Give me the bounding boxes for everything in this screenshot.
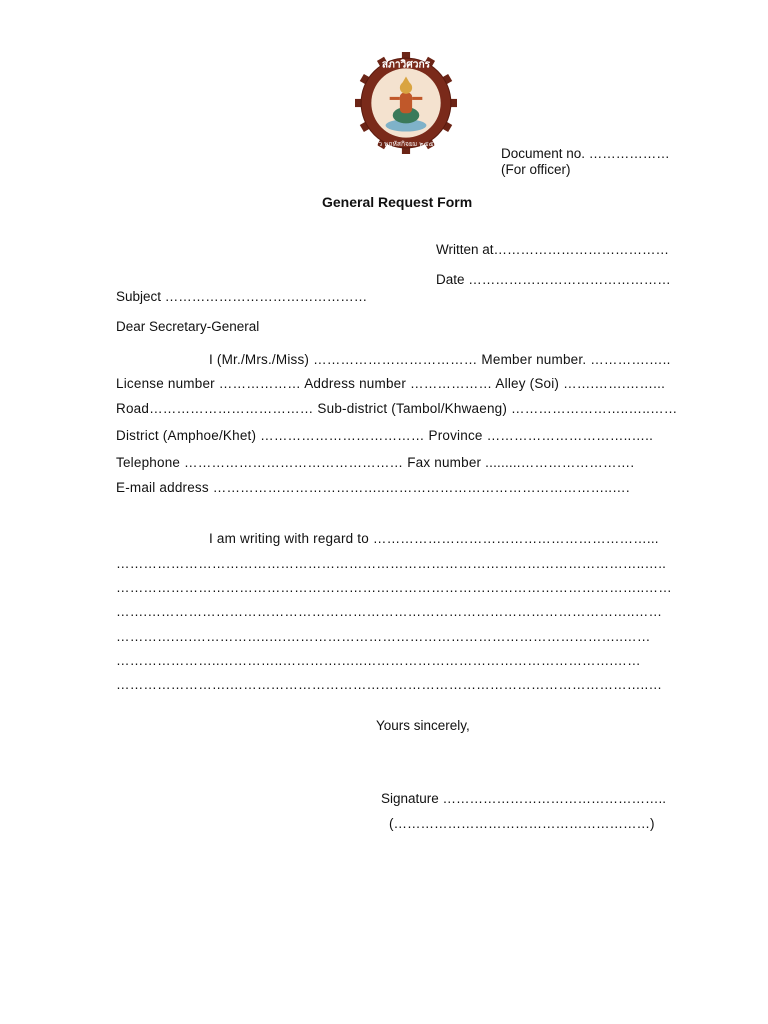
- for-officer-note: (For officer): [501, 162, 571, 177]
- seal-top-text: สภาวิศวกร: [381, 59, 431, 71]
- date-field: Date ………………………………………: [436, 272, 671, 287]
- name-member-line: I (Mr./Mrs./Miss) ……………………………… Member number. ………….…..: [209, 352, 671, 367]
- written-at-field: Written at…………………………………: [436, 242, 670, 257]
- salutation: Dear Secretary-General: [116, 319, 260, 334]
- council-seal-logo: [355, 52, 457, 154]
- body-line: ……………………………………………………………………………………………………..……: [116, 580, 672, 595]
- email-line: E-mail address ………………………………..…………………………………………..….: [116, 480, 630, 495]
- seal-bottom-text: กว พฤหัสกิจยม ๒๕๕๐: [374, 139, 438, 148]
- district-province-line: District (Amphoe/Khet) ……………………………… Province …………………………..…..: [116, 428, 654, 443]
- regarding-line: I am writing with regard to ……………………………………………………...: [209, 531, 659, 546]
- document-number: Document no. ………………: [501, 146, 670, 161]
- body-line: ………….….……………..….………………………………………………………………..……: [116, 629, 651, 644]
- printed-name-line: (…………………………………………………): [389, 816, 655, 831]
- body-line: ……………………………………………………………………………………………………..…..: [116, 556, 667, 571]
- closing-phrase: Yours sincerely,: [376, 718, 470, 733]
- body-line: …………………..…………..………….…..……………………………………………….……: [116, 653, 641, 668]
- body-line: …………………….………………………………………………………………………………..…: [116, 677, 663, 692]
- subject-field: Subject ………………………………………: [116, 289, 368, 304]
- road-subdistrict-line: Road……………………………… Sub-district (Tambol/Khwaeng) ……………………..…..……: [116, 401, 678, 416]
- telephone-fax-line: Telephone ………………………………………… Fax number .........…………………….: [116, 455, 635, 470]
- license-address-line: License number ……………… Address number ……………… Alley (Soi) …….…….……...: [116, 376, 666, 391]
- signature-line: Signature …………………………………………..: [381, 791, 667, 806]
- form-title: General Request Form: [322, 194, 473, 210]
- body-line: …….……………………………………………………………………………………………..……: [116, 604, 663, 619]
